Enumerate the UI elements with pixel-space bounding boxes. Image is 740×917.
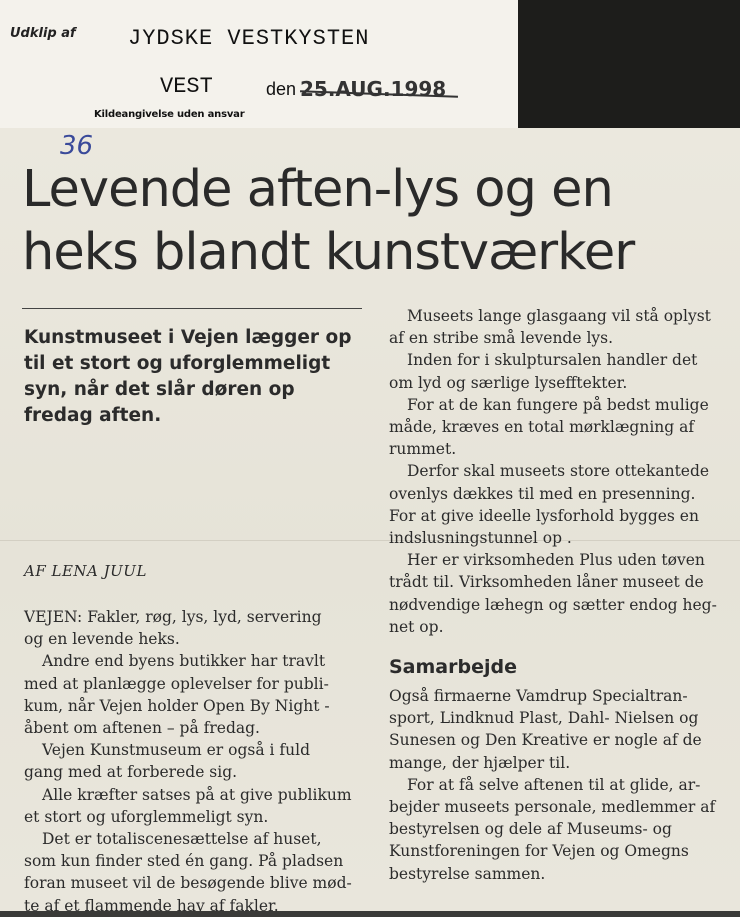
body-line: åbent om aftenen – på fredag. — [24, 719, 260, 738]
handwritten-number: 36 — [60, 131, 94, 161]
body-line: et stort og uforglemmeligt syn. — [24, 807, 269, 826]
body-line: mange, der hjælper til. — [389, 753, 571, 772]
lead-line: Kunstmuseet i Vejen lægger op — [24, 327, 352, 348]
body-line: For at få selve aftenen til at glide, ar- — [407, 775, 701, 794]
headline — [22, 158, 732, 284]
body-line: som kun finder sted én gang. På pladsen — [24, 852, 344, 871]
body-line: trådt til. Virksomheden låner museet de — [389, 573, 704, 592]
body-line: gang med at forberede sig. — [24, 763, 238, 782]
body-line: bestyrelsen og dele af Museums- og — [389, 820, 672, 839]
body-line: nødvendige læhegn og sætter endog heg- — [389, 595, 717, 614]
body-line: indslusningstunnel op . — [389, 529, 572, 548]
body-line: foran museet vil de besøgende blive mød- — [24, 874, 352, 893]
body-line: Her er virksomheden Plus uden tøven — [407, 551, 705, 570]
body-line: af en stribe små levende lys. — [389, 329, 614, 348]
subhead-samarbejde: Samarbejde — [389, 656, 517, 678]
body-line: sport, Lindknud Plast, Dahl- Nielsen og — [389, 709, 699, 728]
body-line: Det er totaliscenesættelse af huset, — [42, 830, 322, 849]
headline-line: heks blandt kunstværker — [22, 223, 635, 282]
body-line: med at planlægge oplevelser for publi- — [24, 674, 329, 693]
body-line: net op. — [389, 617, 444, 636]
stamp-source-note: Kildeangivelse uden ansvar — [94, 109, 245, 120]
byline: AF LENA JUUL — [24, 562, 147, 580]
stamp-udklip-label: Udklip af — [10, 26, 76, 41]
body-line: måde, kræves en total mørklægning af — [389, 418, 695, 437]
stamp-date: 25.AUG.1998 — [300, 77, 447, 101]
lead-line: til et stort og uforglemmeligt — [24, 353, 331, 374]
body-line: og en levende heks. — [24, 630, 180, 649]
body-line: VEJEN: Fakler, røg, lys, lyd, servering — [24, 608, 322, 626]
body-line: om lyd og særlige lysefftekter. — [389, 373, 628, 392]
body-line: kum, når Vejen holder Open By Night - — [24, 696, 330, 715]
body-line: Museets lange glasgaang vil stå oplyst — [407, 307, 711, 325]
left-column — [24, 606, 369, 917]
stamp-newspaper-name: JYDSKE VESTKYSTEN — [128, 26, 370, 51]
body-line: bejder museets personale, medlemmer af — [389, 798, 716, 817]
body-line: Kunstforeningen for Vejen og Omegns — [389, 842, 689, 861]
lead-rule — [22, 308, 362, 309]
body-line: ovenlys dækkes til med en presenning. — [389, 484, 696, 503]
headline-line: Levende aften-lys og en — [22, 160, 613, 219]
body-line: rummet. — [389, 440, 457, 459]
body-line: Sunesen og Den Kreative er nogle af de — [389, 731, 702, 750]
lead-line: fredag aften. — [24, 405, 162, 426]
body-line: Andre end byens butikker har travlt — [42, 652, 326, 671]
body-line: te af et flammende hav af fakler. — [24, 896, 279, 915]
body-line: bestyrelse sammen. — [389, 864, 546, 883]
body-line: Vejen Kunstmuseum er også i fuld — [42, 741, 311, 760]
clipping-stamp — [0, 0, 518, 132]
body-line: Inden for i skulptursalen handler det — [407, 351, 698, 370]
lead-paragraph — [24, 325, 364, 429]
lead-line: syn, når det slår døren op — [24, 379, 295, 400]
newspaper-clipping — [0, 128, 740, 915]
body-line: Også firmaerne Vamdrup Specialtran- — [389, 687, 688, 705]
body-line: Derfor skal museets store ottekantede — [407, 462, 710, 481]
right-column-top — [389, 305, 734, 638]
body-line: For at give ideelle lysforhold bygges en — [389, 506, 699, 525]
background-dark-area — [518, 0, 740, 132]
stamp-den-label: den — [266, 79, 297, 99]
stamp-edition: VEST — [160, 74, 213, 99]
body-line: Alle kræfter satses på at give publikum — [42, 785, 352, 804]
body-line: For at de kan fungere på bedst mulige — [407, 395, 709, 414]
right-column-bottom — [389, 685, 734, 885]
